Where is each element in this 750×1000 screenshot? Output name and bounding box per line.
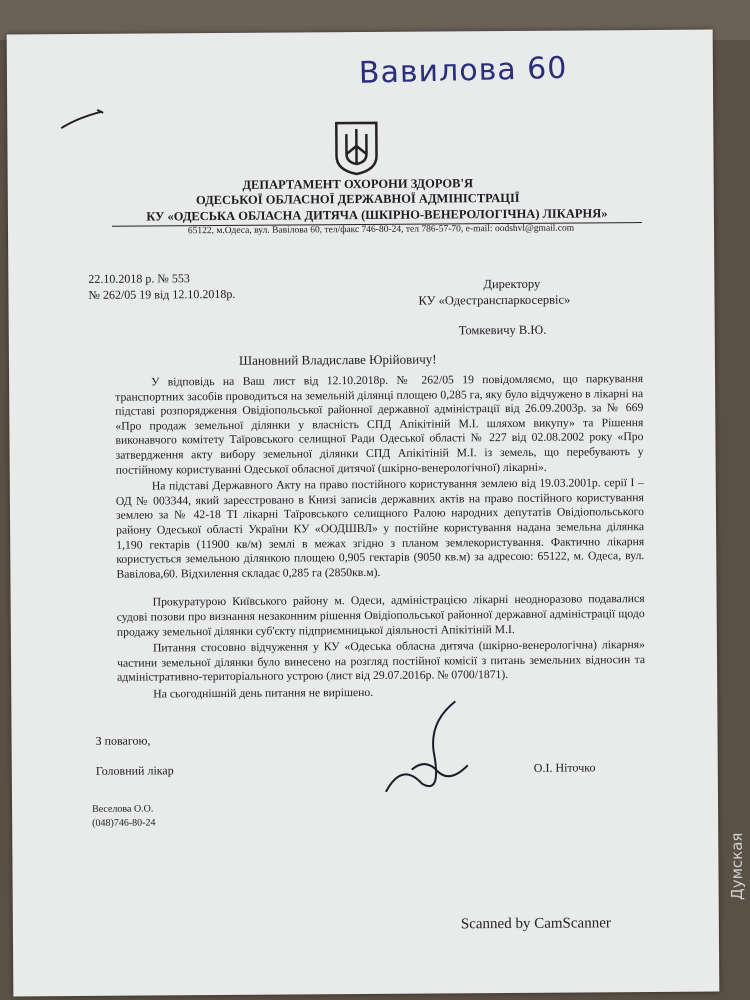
recipient-name: Томкевичу В.Ю.	[458, 322, 547, 338]
salutation: Шановний Владиславе Юрійовичу!	[238, 351, 437, 368]
paragraph: Прокуратурою Київського району м. Одеси, адміністрацією лікарні неодноразово подавалися судові позови про визнання незаконним рішення Овідіопольської районної державної адміністрації щодо продажу земельної ділянки суб'єкту підприємницької діяльності Апікітіній М.І.	[116, 592, 645, 639]
body-text	[115, 372, 645, 702]
coat-of-arms-icon	[333, 120, 379, 176]
outgoing-ref: 22.10.2018 р. № 553	[88, 271, 190, 286]
paragraph: У відповідь на Ваш лист від 12.10.2018р. № 262/05 19 повідомляємо, що паркування транспортних засобів проводиться на земельній ділянці площею 0,285 га, яку було відчужено в лікарні на підставі розпорядження Овідіопольської районної державної адміністрації від 26.09.2003р. за № 669 «Про продаж земельної ділянки у власність СПД Апікітіній М.І. шляхом викупу» та Рішення виконавчого комітету Таїровського селищної Ради Одеської області № 227 від 02.08.2002 року «Про затвердження акту вибору земельної ділянки СПД Апікітіній М.І. із земель, що перебувають у постійному користуванні Одеської обласної дитячої (шкірно-венерологічної) лікарні».	[115, 372, 644, 477]
scanner-footer: Scanned by CamScanner	[460, 915, 611, 933]
pen-mark-icon	[57, 104, 107, 134]
incoming-ref: № 262/05 19 від 12.10.2018р.	[88, 286, 236, 302]
watermark: Думская	[728, 832, 746, 900]
executor-name: Веселова О.О.	[92, 803, 154, 815]
hospital-title: КУ «ОДЕСЬКА ОБЛАСНА ДИТЯЧА (ШКІРНО-ВЕНЕРОЛОГІЧНА) ЛІКАРНЯ»	[112, 206, 642, 227]
executor-phone: (048)746-80-24	[92, 817, 156, 829]
signer-position: Головний лікар	[95, 763, 174, 778]
administration-title: ОДЕСЬКОЇ ОБЛАСНОЇ ДЕРЖАВНОЇ АДМІНІСТРАЦІЇ	[195, 190, 520, 208]
signer-name: О.І. Ніточко	[533, 760, 596, 775]
paragraph: Питання стосовно відчуження у КУ «Одеська обласна дитяча (шкірно-венерологічна) лікарня» частини земельної ділянки було винесено на розгляд постійної комісії з питань земельних відносин та адміністративно-територіального устрою (лист від 29.07.2016р. № 0700/1871).	[116, 638, 646, 685]
department-title: ДЕПАРТАМЕНТ ОХОРОНИ ЗДОРОВ'Я	[242, 176, 474, 192]
document-page	[7, 30, 720, 997]
closing: З повагою,	[95, 733, 151, 748]
recipient-title: Директору	[483, 276, 541, 292]
address-line: 65122, м.Одеса, вул. Вавілова 60, тел/факс 746-80-24, тел 786-57-70, e-mail: oodshvl@gmail.com	[187, 223, 575, 237]
signature-icon	[371, 691, 482, 802]
recipient-org: КУ «Одестранспаркосервіс»	[418, 292, 571, 308]
paragraph: На сьогоднішній день питання не вирішено.	[153, 685, 374, 701]
paragraph: На підставі Державного Акту на право постійного користування землею від 19.03.2001р. серії І – ОД № 003344, який зареєстровано в Книзі записів державних актів на право постійного користування землею за № 42-18 ТІ лікарні Таїровського селищного Ралою народних депутатів Овідіопольського району Одеської області України КУ «ООДШВЛ» у постійне користування надана земельна ділянка 1,190 гектарів (11900 кв/м) землі в межах згідно з планом землекористування. Фактично лікарня користується земельною ділянкою площею 0,905 гектарів (9050 кв.м) за адресою: 65122, м. Одеса, вул. Вавілова,60. Відхилення складає 0,285 га (2850кв.м).	[115, 476, 645, 581]
handwritten-note: Вавилова 60	[358, 50, 568, 91]
